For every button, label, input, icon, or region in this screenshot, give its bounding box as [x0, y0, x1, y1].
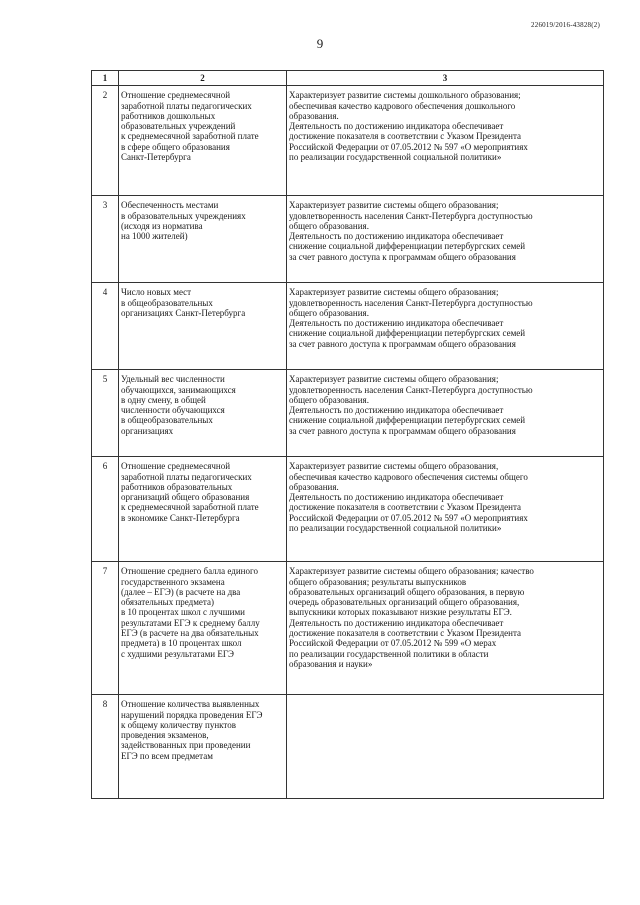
description-cell: [287, 562, 604, 695]
description-cell: [287, 457, 604, 562]
text-line: по реализации государственной социальной политики»: [289, 152, 502, 163]
text-line: в общеобразовательных: [121, 297, 213, 308]
text-line: Отношение количества выявленных: [121, 699, 260, 710]
text-line: Отношение среднемесячной: [121, 461, 231, 472]
text-line: Деятельность по достижению индикатора обеспечивает: [289, 617, 504, 628]
text-line: общего образования.: [289, 220, 369, 231]
table-row: [92, 457, 604, 562]
text-line: Деятельность по достижению индикатора обеспечивает: [289, 231, 504, 242]
text-line: обучающихся, занимающихся: [121, 384, 236, 395]
text-line: организациях: [121, 425, 174, 436]
description-cell: [287, 196, 604, 283]
text-line: численности обучающихся: [121, 405, 225, 416]
indicator-cell: [119, 86, 287, 196]
text-line: заработной платы педагогических: [121, 100, 252, 111]
text-line: Деятельность по достижению индикатора обеспечивает: [289, 318, 504, 329]
text-line: Характеризует развитие системы общего образования;: [289, 374, 499, 385]
text-line: Удельный вес численности: [121, 374, 225, 385]
description-cell: [287, 370, 604, 457]
description-cell: [287, 86, 604, 196]
table-row: [92, 86, 604, 196]
text-line: Характеризует развитие системы дошкольного образования;: [289, 90, 521, 101]
row-number: 3: [92, 196, 119, 283]
text-line: Характеризует развитие системы общего образования,: [289, 461, 499, 472]
text-line: удовлетворенность населения Санкт-Петербурга доступностью: [289, 297, 533, 308]
description-cell: [287, 695, 604, 799]
text-line: обеспечивая качество кадрового обеспечения дошкольного: [289, 100, 516, 111]
text-line: за счет равного доступа к программам общего образования: [289, 251, 516, 262]
text-line: Деятельность по достижению индикатора обеспечивает: [289, 405, 504, 416]
table-row: [92, 562, 604, 695]
description-cell: [287, 283, 604, 370]
row-number: 2: [92, 86, 119, 196]
text-line: заработной платы педагогических: [121, 471, 252, 482]
document-registration-number: 226019/2016-43828(2): [531, 21, 600, 29]
column-header-2: 2: [119, 71, 287, 86]
text-line: ЕГЭ (в расчете на два обязательных: [121, 628, 259, 639]
indicator-cell: [119, 562, 287, 695]
text-line: Российской Федерации от 07.05.2012 № 597 «О мероприятиях: [289, 512, 528, 523]
text-line: в экономике Санкт-Петербурга: [121, 512, 240, 523]
table-header-row: [92, 71, 604, 86]
text-line: Отношение среднемесячной: [121, 90, 231, 101]
indicator-cell: [119, 695, 287, 799]
text-line: Число новых мест: [121, 287, 192, 298]
text-line: общего образования.: [289, 394, 369, 405]
text-line: по реализации государственной политики в области: [289, 648, 489, 659]
text-line: образовательных учреждений: [121, 121, 236, 132]
row-number: 8: [92, 695, 119, 799]
column-header-3: 3: [287, 71, 604, 86]
page-number: 9: [316, 36, 324, 51]
text-line: Обеспеченность местами: [121, 200, 219, 211]
text-line: с худшими результатами ЕГЭ: [121, 648, 234, 659]
text-line: Деятельность по достижению индикатора обеспечивает: [289, 121, 504, 132]
text-line: Характеризует развитие системы общего образования;: [289, 200, 499, 211]
text-line: Российской Федерации от 07.05.2012 № 597 «О мероприятиях: [289, 141, 528, 152]
text-line: обеспечивая качество кадрового обеспечения системы общего: [289, 471, 528, 482]
row-number: 6: [92, 457, 119, 562]
text-line: достижение показателя в соответствии с Указом Президента: [289, 628, 522, 639]
text-line: Характеризует развитие системы общего образования; качество: [289, 566, 534, 577]
text-line: по реализации государственной социальной политики»: [289, 523, 502, 534]
text-line: задействованных при проведении: [121, 740, 251, 751]
indicator-cell: [119, 196, 287, 283]
text-line: в общеобразовательных: [121, 415, 213, 426]
text-line: удовлетворенность населения Санкт-Петербурга доступностью: [289, 210, 533, 221]
text-line: снижение социальной дифференциации петербургских семей: [289, 328, 526, 339]
text-line: организаций общего образования: [121, 492, 250, 503]
text-line: обязательных предмета): [121, 597, 214, 608]
row-number: 7: [92, 562, 119, 695]
text-line: работников дошкольных: [121, 110, 216, 121]
text-line: общего образования.: [289, 307, 369, 318]
text-line: снижение социальной дифференциации петербургских семей: [289, 241, 526, 252]
indicators-table: [91, 70, 604, 799]
text-line: проведения экзаменов,: [121, 730, 209, 741]
text-line: в одну смену, в общей: [121, 394, 206, 405]
text-line: к среднемесячной заработной плате: [121, 502, 259, 513]
text-line: образования и науки»: [289, 658, 373, 669]
text-line: за счет равного доступа к программам общего образования: [289, 425, 516, 436]
text-line: снижение социальной дифференциации петербургских семей: [289, 415, 526, 426]
indicator-cell: [119, 283, 287, 370]
text-line: в образовательных учреждениях: [121, 210, 246, 221]
text-line: достижение показателя в соответствии с Указом Президента: [289, 502, 522, 513]
text-line: в 10 процентах школ с лучшими: [121, 607, 245, 618]
text-line: к общему количеству пунктов: [121, 719, 236, 730]
indicator-cell: [119, 370, 287, 457]
text-line: ЕГЭ по всем предметам: [121, 750, 213, 761]
text-line: нарушений порядка проведения ЕГЭ: [121, 709, 263, 720]
text-line: Санкт-Петербурга: [121, 152, 191, 163]
text-line: образования.: [289, 481, 339, 492]
text-line: образования.: [289, 110, 339, 121]
text-line: Отношение среднего балла единого: [121, 566, 258, 577]
text-line: Деятельность по достижению индикатора обеспечивает: [289, 492, 504, 503]
text-line: на 1000 жителей): [121, 231, 188, 242]
text-line: удовлетворенность населения Санкт-Петербурга доступностью: [289, 384, 533, 395]
table-row: [92, 695, 604, 799]
text-line: очередь образовательных организаций общего образования,: [289, 597, 520, 608]
text-line: общего образования; результаты выпускников: [289, 576, 467, 587]
row-number: 4: [92, 283, 119, 370]
table-row: [92, 196, 604, 283]
text-line: достижение показателя в соответствии с Указом Президента: [289, 131, 522, 142]
text-line: за счет равного доступа к программам общего образования: [289, 338, 516, 349]
text-line: работников образовательных: [121, 481, 233, 492]
text-line: (исходя из норматива: [121, 220, 203, 231]
text-line: Российской Федерации от 07.05.2012 № 599 «О мерах: [289, 638, 497, 649]
text-line: Характеризует развитие системы общего образования;: [289, 287, 499, 298]
text-line: результатами ЕГЭ к среднему баллу: [121, 617, 260, 628]
text-line: государственного экзамена: [121, 576, 225, 587]
text-line: образовательных организаций общего образования, в первую: [289, 586, 525, 597]
row-number: 5: [92, 370, 119, 457]
text-line: организациях Санкт-Петербурга: [121, 307, 246, 318]
text-line: выпускники которых показывают низкие результаты ЕГЭ.: [289, 607, 512, 618]
text-line: в сфере общего образования: [121, 141, 230, 152]
indicator-cell: [119, 457, 287, 562]
text-line: предмета) в 10 процентах школ: [121, 638, 242, 649]
text-line: к среднемесячной заработной плате: [121, 131, 259, 142]
table-row: [92, 370, 604, 457]
text-line: (далее – ЕГЭ) (в расчете на два: [121, 586, 241, 597]
column-header-1: 1: [92, 71, 119, 86]
table-row: [92, 283, 604, 370]
